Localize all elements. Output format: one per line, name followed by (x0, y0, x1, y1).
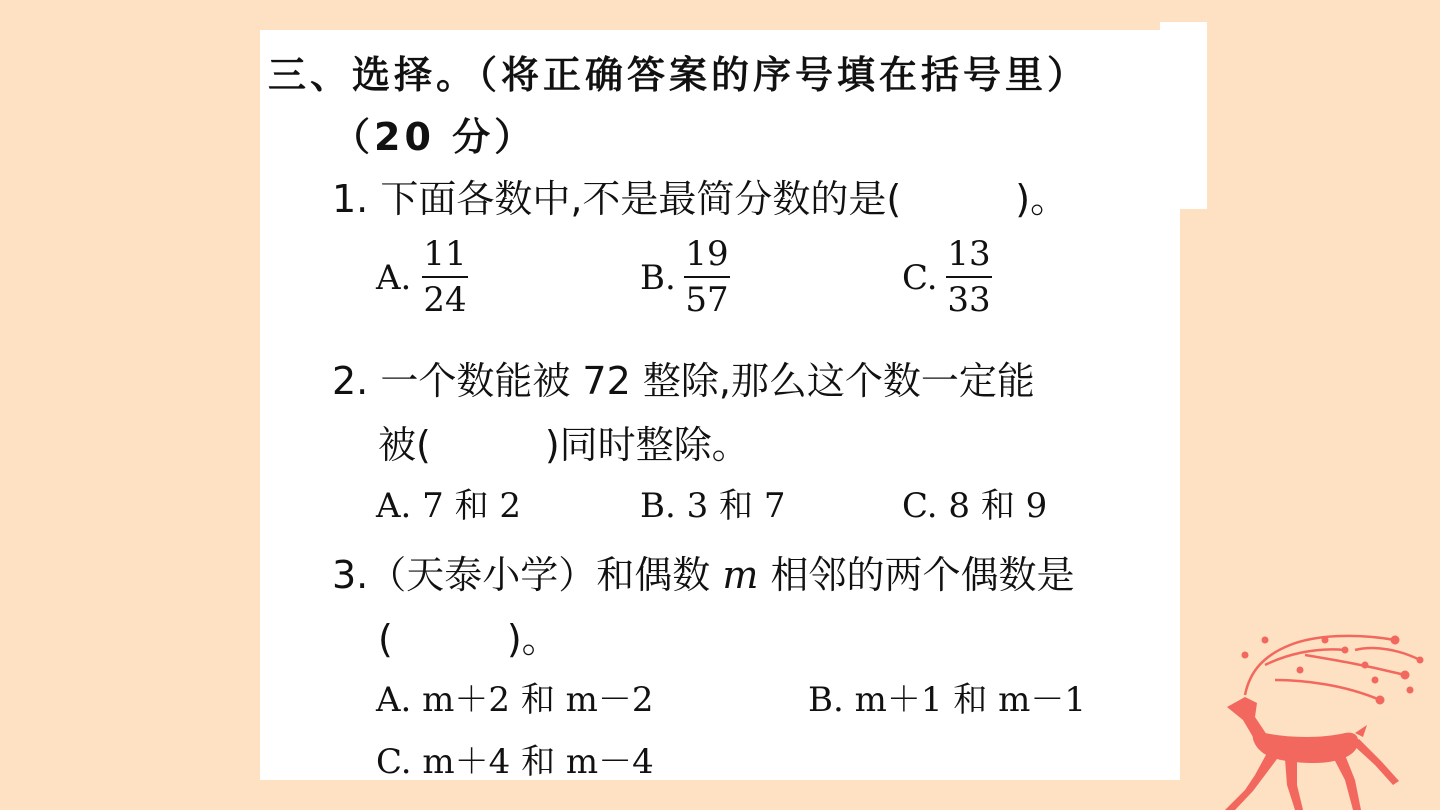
q1-option-a-label: A. (376, 258, 412, 298)
q1-option-c-numerator: 13 (947, 234, 991, 274)
q1-option-b-denominator: 57 (685, 280, 729, 320)
q1-option-a-denominator: 24 (423, 280, 467, 320)
q3-variable-m: m (722, 553, 759, 597)
fraction-bar (422, 276, 468, 278)
question-3-stem-line-1 (332, 544, 1074, 599)
q2-option-c: C. 8 和 9 (902, 486, 1048, 526)
q2-option-a: A. 7 和 2 (376, 486, 522, 526)
q2-option-b: B. 3 和 7 (640, 486, 786, 526)
question-3-stem-line-2: ( )。 (378, 617, 560, 661)
question-2-stem-line-1: 2. 一个数能被 72 整除,那么这个数一定能 (332, 359, 1035, 403)
q1-option-c-fraction (946, 236, 992, 318)
q1-option-a-fraction (422, 236, 468, 318)
deer-decoration-icon (1205, 625, 1435, 810)
q3-stem-prefix: 3.（天泰小学）和偶数 (332, 553, 723, 597)
q1-option-c-label: C. (902, 258, 938, 298)
question-2-stem-line-2: 被( )同时整除。 (378, 423, 750, 467)
q1-option-b-label: B. (640, 258, 676, 298)
fraction-bar (684, 276, 730, 278)
question-1-stem: 1. 下面各数中,不是最简分数的是( )。 (332, 177, 1069, 221)
q1-option-b-fraction (684, 236, 730, 318)
q3-option-c: C. m＋4 和 m－4 (376, 742, 654, 782)
fraction-bar (946, 276, 992, 278)
q1-option-b-numerator: 19 (685, 234, 729, 274)
section-title: 三、选择。（将正确答案的序号填在括号里） (268, 53, 1090, 97)
q3-option-b: B. m＋1 和 m－1 (808, 680, 1086, 720)
q1-option-a-numerator: 11 (423, 234, 467, 274)
q1-option-c-denominator: 33 (947, 280, 991, 320)
section-score: （20 分） (332, 115, 537, 159)
q3-option-a: A. m＋2 和 m－2 (376, 680, 654, 720)
q3-stem-suffix: 相邻的两个偶数是 (758, 553, 1075, 597)
worksheet-panel-tab (1160, 22, 1207, 209)
